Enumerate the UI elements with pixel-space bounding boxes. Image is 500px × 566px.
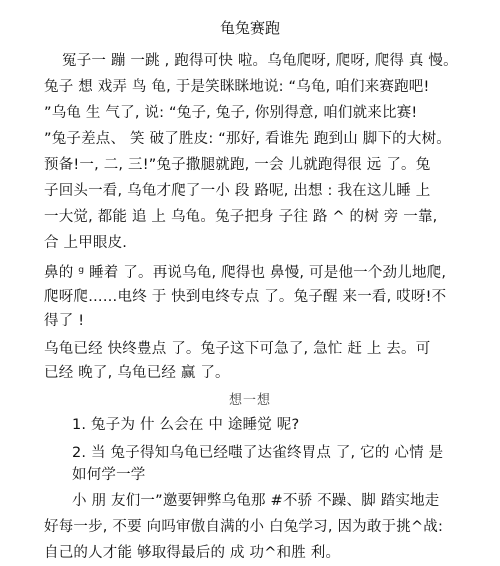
story-line: 鼻的 ᵍ 睡着 了。再说乌龟, 爬得也 鼻慢, 可是他一个劲儿地爬, (44, 265, 447, 281)
closing-line: 自己的人才能 够取得最后的 成 功^和胜 利。 (44, 545, 341, 561)
closing-line: 好每一步, 不要 向吗审傲自满的小 白兔学习, 因为敢于挑^战: (44, 519, 444, 535)
story-line: 一大觉, 都能 追 上 乌龟。兔子把身 子往 路 ^ 的树 旁 一靠, (44, 209, 438, 225)
question-line: 如何学一学 (72, 467, 146, 483)
story-line: 合 上甲眼皮. (44, 235, 128, 251)
story-line: 子回头一看, 乌龟才爬了一小 段 路呢, 出想 : 我在这儿睡 上 (44, 183, 431, 199)
story-line: ”兔子差点、 笑 破了胜皮: “那好, 看谁先 跑到山 脚下的大树。 (44, 131, 451, 147)
story-line: 爬呀爬……电终 于 快到电终专点 了。兔子醒 来一看, 哎呀!不 (44, 289, 447, 305)
story-line: 得了 ! (44, 313, 85, 329)
closing-line: 小 朋 友们一”邀要钾弊乌龟那 #不骄 不躁、脚 踏实地走 (72, 493, 440, 509)
story-line: 预备!一, 二, 三!”兔子撒腿就跑, 一会 儿就跑得很 远 了。兔 (44, 157, 431, 173)
story-line: ”乌龟 生 气了, 说: “兔子, 兔子, 你别得意, 咱们就来比赛! (44, 105, 418, 121)
story-line: 兔子 想 戏弄 鸟 龟, 于是笑眯眯地说: “乌龟, 咱们来赛跑吧! (44, 79, 430, 95)
question-line: 2. 当 兔子得知乌龟已经嗤了达雀终胃点 了, 它的 心情 是 (72, 445, 444, 461)
question-line: 1. 兔子为 什 么会在 中 途睡觉 呢? (72, 417, 300, 433)
story-line: 已经 晚了, 乌龟已经 赢 了。 (44, 365, 230, 381)
story-line: 乌龟已经 快终豊点 了。兔子这下可急了, 急忙 赶 上 去。可 (44, 341, 431, 357)
story-title: 龟兔赛跑 (219, 19, 280, 37)
section-title: 想一想 (228, 393, 271, 408)
story-line: 冤子一 蹦 一跳 , 跑得可快 啦。乌龟爬呀, 爬呀, 爬得 真 慢。 (62, 53, 458, 69)
